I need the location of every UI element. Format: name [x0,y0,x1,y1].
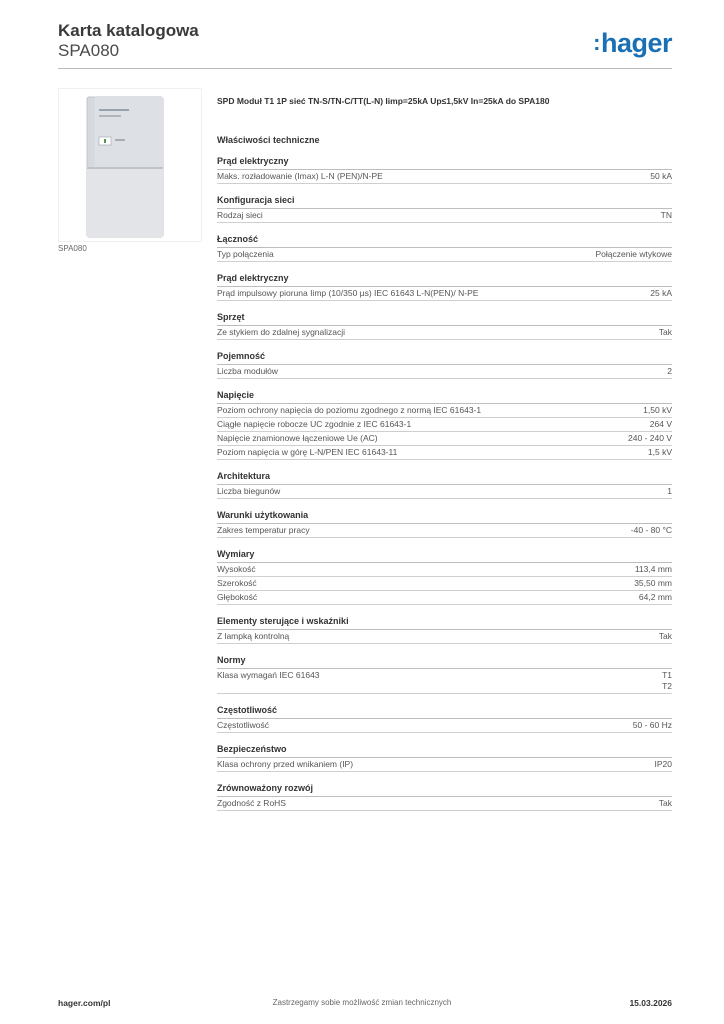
spec-row [217,630,672,644]
spec-value-line: Tak [658,631,672,641]
spec-value-line: T2 [662,681,672,691]
spec-value-line: 50 - 60 Hz [632,720,672,730]
spec-group [217,194,672,223]
spec-group-title: Prąd elektryczny [217,155,672,170]
spec-label: Rodzaj sieci [217,210,263,220]
spec-group-title: Prąd elektryczny [217,272,672,287]
spec-label: Prąd impulsowy pioruna Iimp (10/350 µs) IEC 61643 L-N(PEN)/ N-PE [217,288,479,298]
spec-group-title: Zrównoważony rozwój [217,782,672,797]
spec-row [217,287,672,301]
spec-value-line: Tak [658,798,672,808]
spec-label: Wysokość [217,564,256,574]
surge-protector-module-image [59,89,201,241]
spec-label: Częstotliwość [217,720,269,730]
spec-group [217,782,672,811]
photo-caption: SPA080 [58,244,87,253]
spec-group [217,272,672,301]
spec-group [217,615,672,644]
spec-value-line: 25 kA [650,288,672,298]
spec-value [667,366,672,377]
spec-label: Liczba modułów [217,366,278,376]
spec-row [217,170,672,184]
spec-label: Klasa ochrony przed wnikaniem (IP) [217,759,354,769]
spec-value-line: 64,2 mm [638,592,672,602]
spec-value [650,288,672,299]
spec-value [655,759,673,770]
spec-row [217,418,672,432]
spec-group [217,509,672,538]
spec-group-title: Warunki użytkowania [217,509,672,524]
spec-value-line: 2 [667,366,672,376]
spec-row [217,669,672,694]
product-photo [58,88,202,242]
spec-label: Poziom ochrony napięcia do poziomu zgodnego z normą IEC 61643-1 [217,405,482,415]
spec-value [648,447,672,458]
spec-group [217,155,672,184]
spec-label: Z lampką kontrolną [217,631,290,641]
spec-row [217,758,672,772]
spec-value [634,578,672,589]
spec-group-title: Normy [217,654,672,669]
spec-value-line: Połączenie wtykowe [595,249,672,259]
spec-value-line: 35,50 mm [634,578,672,588]
spec-value [659,798,672,809]
spec-value [643,405,672,416]
spec-value-line: 1 [667,486,672,496]
spec-value-line: 240 - 240 V [628,433,672,443]
spec-group-title: Wymiary [217,548,672,563]
spec-group [217,389,672,460]
spec-group [217,311,672,340]
spec-label: Maks. rozładowanie (Imax) L-N (PEN)/N-PE [217,171,383,181]
spec-group [217,743,672,772]
spec-value [635,564,672,575]
hager-logo [593,28,672,59]
spec-group-title: Elementy sterujące i wskaźniki [217,615,672,630]
spec-label: Napięcie znamionowe łączeniowe Ue (AC) [217,433,378,443]
page-header [58,20,672,61]
spec-group-title: Sprzęt [217,311,672,326]
spec-row [217,563,672,577]
spec-group-title: Pojemność [217,350,672,365]
footer-disclaimer: Zastrzegamy sobie możliwość zmian technicznych [272,998,452,1007]
spec-value [667,486,672,497]
spec-group [217,548,672,605]
spec-group-title: Napięcie [217,389,672,404]
spec-value [633,720,672,731]
spec-value [661,210,672,221]
spec-row [217,591,672,605]
footer-date: 15.03.2026 [629,998,672,1008]
spec-row [217,446,672,460]
spec-groups [217,155,672,811]
spec-row [217,365,672,379]
spec-row [217,485,672,499]
spec-label: Ze stykiem do zdalnej sygnalizacji [217,327,346,337]
spec-label: Zgodność z RoHS [217,798,286,808]
logo-dots: : [593,30,600,55]
header-divider [58,68,672,69]
spec-value [650,171,672,182]
spec-row [217,797,672,811]
spec-value [650,419,672,430]
spec-label: Poziom napięcia w górę L-N/PEN IEC 61643-11 [217,447,398,457]
spec-label: Szerokość [217,578,257,588]
spec-value-line: 1,5 kV [647,447,672,457]
datasheet-content [217,95,672,811]
spec-row [217,404,672,418]
spec-label: Liczba biegunów [217,486,281,496]
spec-label: Ciągłe napięcie robocze UC zgodnie z IEC 61643-1 [217,419,412,429]
spec-group-title: Architektura [217,470,672,485]
spec-value-line: -40 - 80 °C [630,525,672,535]
spec-label: Głębokość [217,592,258,602]
spec-value-line: 264 V [649,419,672,429]
product-code: SPA080 [58,41,120,60]
spec-value-line: T1 [662,670,672,680]
spec-group-title: Bezpieczeństwo [217,743,672,758]
document-title: Karta katalogowa [58,21,199,40]
spec-group-title: Konfiguracja sieci [217,194,672,209]
spec-value-line: IP20 [654,759,672,769]
spec-row [217,209,672,223]
spec-value-line: 50 kA [650,171,672,181]
spec-value [595,249,672,260]
spec-label: Zakres temperatur pracy [217,525,310,535]
spec-group [217,470,672,499]
spec-group-title: Częstotliwość [217,704,672,719]
spec-row [217,577,672,591]
spec-row [217,432,672,446]
spec-group [217,654,672,694]
product-title: SPD Moduł T1 1P sieć TN-S/TN-C/TT(L-N) Iimp=25kA Up≤1,5kV In=25kA do SPA180 [217,96,550,106]
spec-value [659,327,672,338]
spec-value [628,433,672,444]
spec-label: Typ połączenia [217,249,274,259]
footer-website: hager.com/pl [58,998,111,1008]
spec-value-line: Tak [658,327,672,337]
spec-value [659,631,672,642]
spec-group [217,350,672,379]
spec-value [631,525,672,536]
spec-row [217,248,672,262]
spec-value-line: TN [660,210,672,220]
spec-row [217,719,672,733]
spec-row [217,326,672,340]
spec-value [662,670,672,692]
spec-value-line: 1,50 kV [643,405,672,415]
spec-group [217,704,672,733]
logo-text: hager [600,28,672,58]
spec-row [217,524,672,538]
spec-group-title: Łączność [217,233,672,248]
spec-label: Klasa wymagań IEC 61643 [217,670,320,680]
spec-value-line: 113,4 mm [634,564,672,574]
spec-value [639,592,672,603]
section-heading: Właściwości techniczne [217,135,320,145]
spec-group [217,233,672,262]
